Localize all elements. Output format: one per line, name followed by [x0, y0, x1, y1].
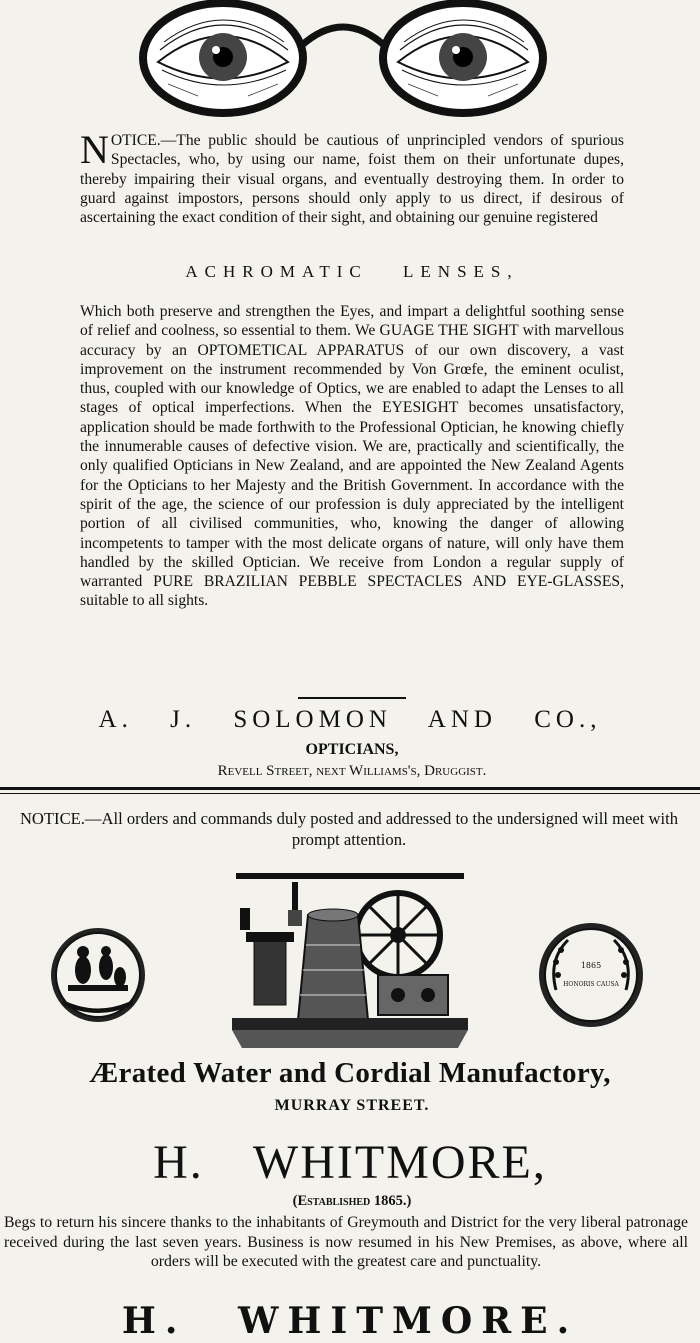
orders-notice: NOTICE.—All orders and commands duly posted and addressed to the undersigned will meet with prompt attention. [19, 809, 679, 849]
thanks-paragraph: Begs to return his sincere thanks to the inhabitants of Greymouth and District for the very liberal patronage received during the last seven years. Business is now resumed in his New Premises, as above, where all orders will be executed with the greatest care and punctuality. [4, 1214, 688, 1271]
firm-name: A. J. SOLOMON AND CO., [98, 706, 602, 733]
signature-whitmore: H. WHITMORE. [121, 1300, 579, 1342]
section-divider-thin [0, 793, 700, 794]
medal-text-year: 1865 [580, 961, 602, 970]
notice-paragraph [80, 127, 624, 227]
machine-illustration [228, 870, 472, 1050]
firm-role: OPTICIANS, [305, 741, 399, 758]
lenses-body-paragraph: Which both preserve and strengthen the Eyes, and impart a delightful soothing sense of relief and coolness, so essential to them. We GUAGE THE SIGHT with marvellous accuracy by an OPTOMETICAL APPARATUS of our own discovery, a vast improvement on the instrument recommended by Von Grœfe, the eminent oculist, thus, coupled with our knowledge of Optics, we are enabled to adapt the Lenses to all stages of optical imperfections. When the EYESIGHT becomes unsatisfactory, application should be made forthwith to the Professional Optician, he knowing chiefly the innumerable causes of defective vision. We are, practically and scientifically, the only qualified Opticians in New Zealand, and are appointed the New Zealand Agents for the Opticians to her Majesty and the British Government. In accordance with the spirit of the age, the science of our profession is duly appreciated by the intelligent portion of all civilised communities, who, knowing the danger of allowing incompetents to tamper with the most delicate organs of nature, will only have them handled by the skilled Optician. We receive from London a regular supply of warranted PURE BRAZILIAN PEBBLE SPECTACLES AND EYE-GLASSES, suitable to all sights. [80, 303, 624, 610]
short-divider [298, 697, 406, 699]
established-note: (Established 1865.) [292, 1193, 412, 1209]
notice-dropcap: N [80, 127, 109, 172]
medal-text-motto: HONORIS CAUSA [563, 981, 619, 988]
section-divider-thick [0, 787, 700, 790]
manufactory-street: MURRAY STREET. [274, 1097, 430, 1114]
firm-address: Revell Street, next Williams's, Druggist. [217, 763, 487, 779]
medal-left-image [48, 925, 148, 1025]
achromatic-lenses-heading: ACHROMATIC LENSES, [185, 262, 519, 281]
spectacles-illustration [138, 0, 548, 118]
manufactory-headline: Ærated Water and Cordial Manufactory, [89, 1057, 611, 1089]
proprietor-name: H. WHITMORE, [153, 1136, 547, 1189]
medal-right-image [536, 920, 646, 1030]
notice-text: OTICE.—The public should be cautious of unprincipled vendors of spurious Spectacles, who, by using our name, foist them on their unfortunate dupes, thereby impairing their visual organs, and eventually destroying them. In order to guard against impostors, persons should only apply to us direct, if desirous of ascertaining the exact condition of their sight, and obtaining our genuine registered [80, 132, 624, 227]
